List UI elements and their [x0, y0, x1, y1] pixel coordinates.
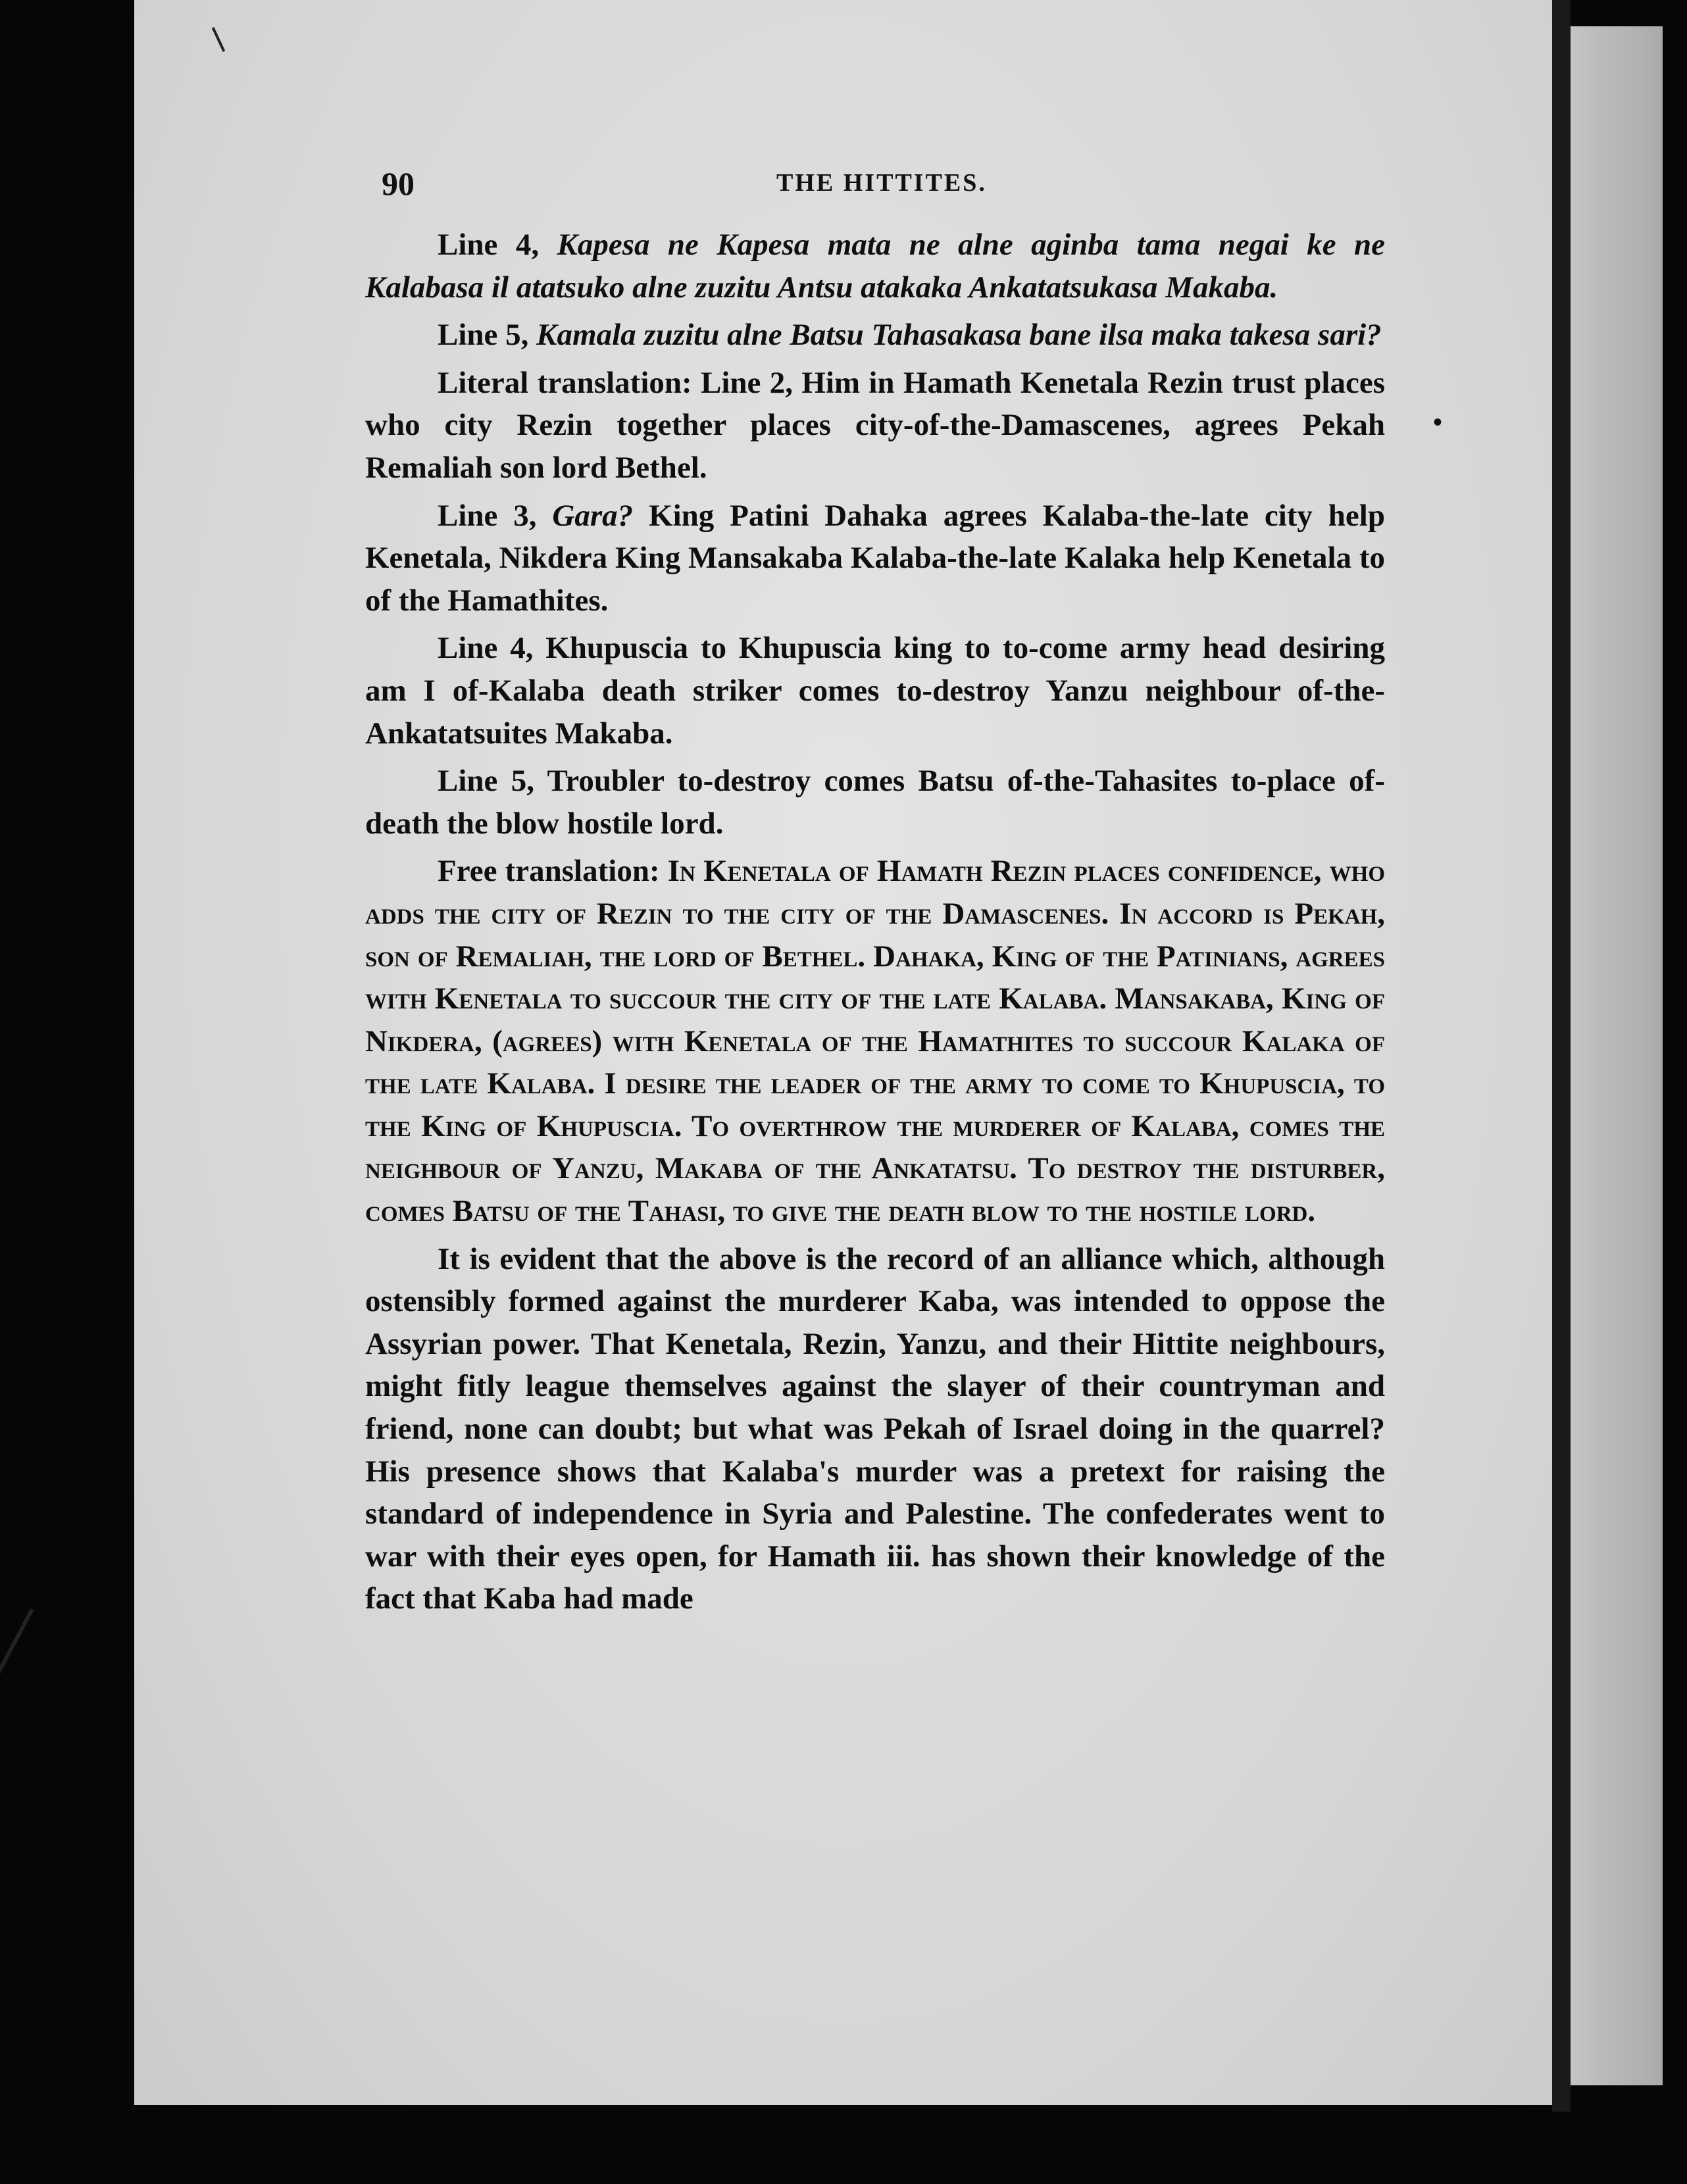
- scan-scratch: [0, 1608, 34, 1674]
- line-label: Line 3,: [438, 498, 553, 533]
- paragraph-literal-translation: Literal translation: Line 2, Him in Hamath Kenetala Rezin trust places who city Rezin together places city-of-the-Damascenes, agrees Pekah Remaliah son lord Bethel.: [365, 365, 1385, 485]
- hittite-text: Kapesa ne Kapesa mata ne alne aginba tama negai ke ne Kalabasa il atatsuko alne zuzitu Antsu atakaka Ankatatsukasa Makaba.: [365, 228, 1385, 305]
- page-number: 90: [382, 165, 415, 202]
- line-label: Line 5,: [438, 318, 537, 353]
- running-head: THE HITTITES.: [776, 169, 987, 197]
- scan-speck: •: [1433, 407, 1443, 437]
- page-header: [382, 164, 1388, 204]
- paragraph-free-translation: [365, 850, 1385, 1232]
- line-label: Line 4,: [438, 228, 557, 262]
- paragraph-line5-original: [365, 314, 1385, 357]
- translation-text: King Patini Dahaka agrees Kalaba-the-late city help Kenetala, Nikdera King Mansakaba Kalaba-the-late Kalaka help Kenetala to of the Hamathites.: [365, 498, 1385, 618]
- body-text: [365, 224, 1385, 1620]
- paragraph-commentary: It is evident that the above is the record of an alliance which, although ostensibly formed against the murderer Kaba, was intended to oppose the Assyrian power. That Kenetala, Rezin, Yanzu, and their Hittite neighbours, might fitly league themselves against the slayer of their countryman and friend, none can doubt; but what was Pekah of Israel doing in the quarrel? His presence shows that Kalaba's murder was a pretext for raising the standard of independence in Syria and Palestine. The confederates went to war with their eyes open, for Hamath iii. has shown their knowledge of the fact that Kaba had made: [365, 1241, 1385, 1616]
- free-translation-text: In Kenetala of Hamath Rezin places confidence, who adds the city of Rezin to the city of the Damascenes. In accord is Pekah, son of Remaliah, the lord of Bethel. Dahaka, King of the Patinians, agrees with Kenetala to succour the city of the late Kalaba. Mansakaba, King of Nikdera, (agrees) with Kenetala of the Hamathites to succour Kalaka of the late Kalaba. I desire the leader of the army to come to Khupuscia, to the King of Khupuscia. To overthrow the murderer of Kalaba, comes the neighbour of Yanzu, Makaba of the Ankatatsu. To destroy the disturber, comes Batsu of the Tahasi, to give the death blow to the hostile lord.: [365, 854, 1385, 1229]
- free-translation-label: Free translation:: [438, 854, 668, 889]
- paragraph-line3-translation: [365, 495, 1385, 622]
- facing-page-edge: [1571, 26, 1663, 2085]
- italic-word: Gara?: [552, 498, 634, 533]
- paragraph-line4-translation: Line 4, Khupuscia to Khupuscia king to to-come army head desiring am I of-Kalaba death striker comes to-destroy Yanzu neighbour of-the-Ankatatsuites Makaba.: [365, 631, 1385, 751]
- paragraph-line5-translation: Line 5, Troubler to-destroy comes Batsu of-the-Tahasites to-place of-death the blow hostile lord.: [365, 764, 1385, 841]
- hittite-text: Kamala zuzitu alne Batsu Tahasakasa bane ilsa maka takesa sari?: [536, 318, 1382, 353]
- paragraph-line4-original: [365, 224, 1385, 309]
- page-gutter: [1552, 0, 1571, 2112]
